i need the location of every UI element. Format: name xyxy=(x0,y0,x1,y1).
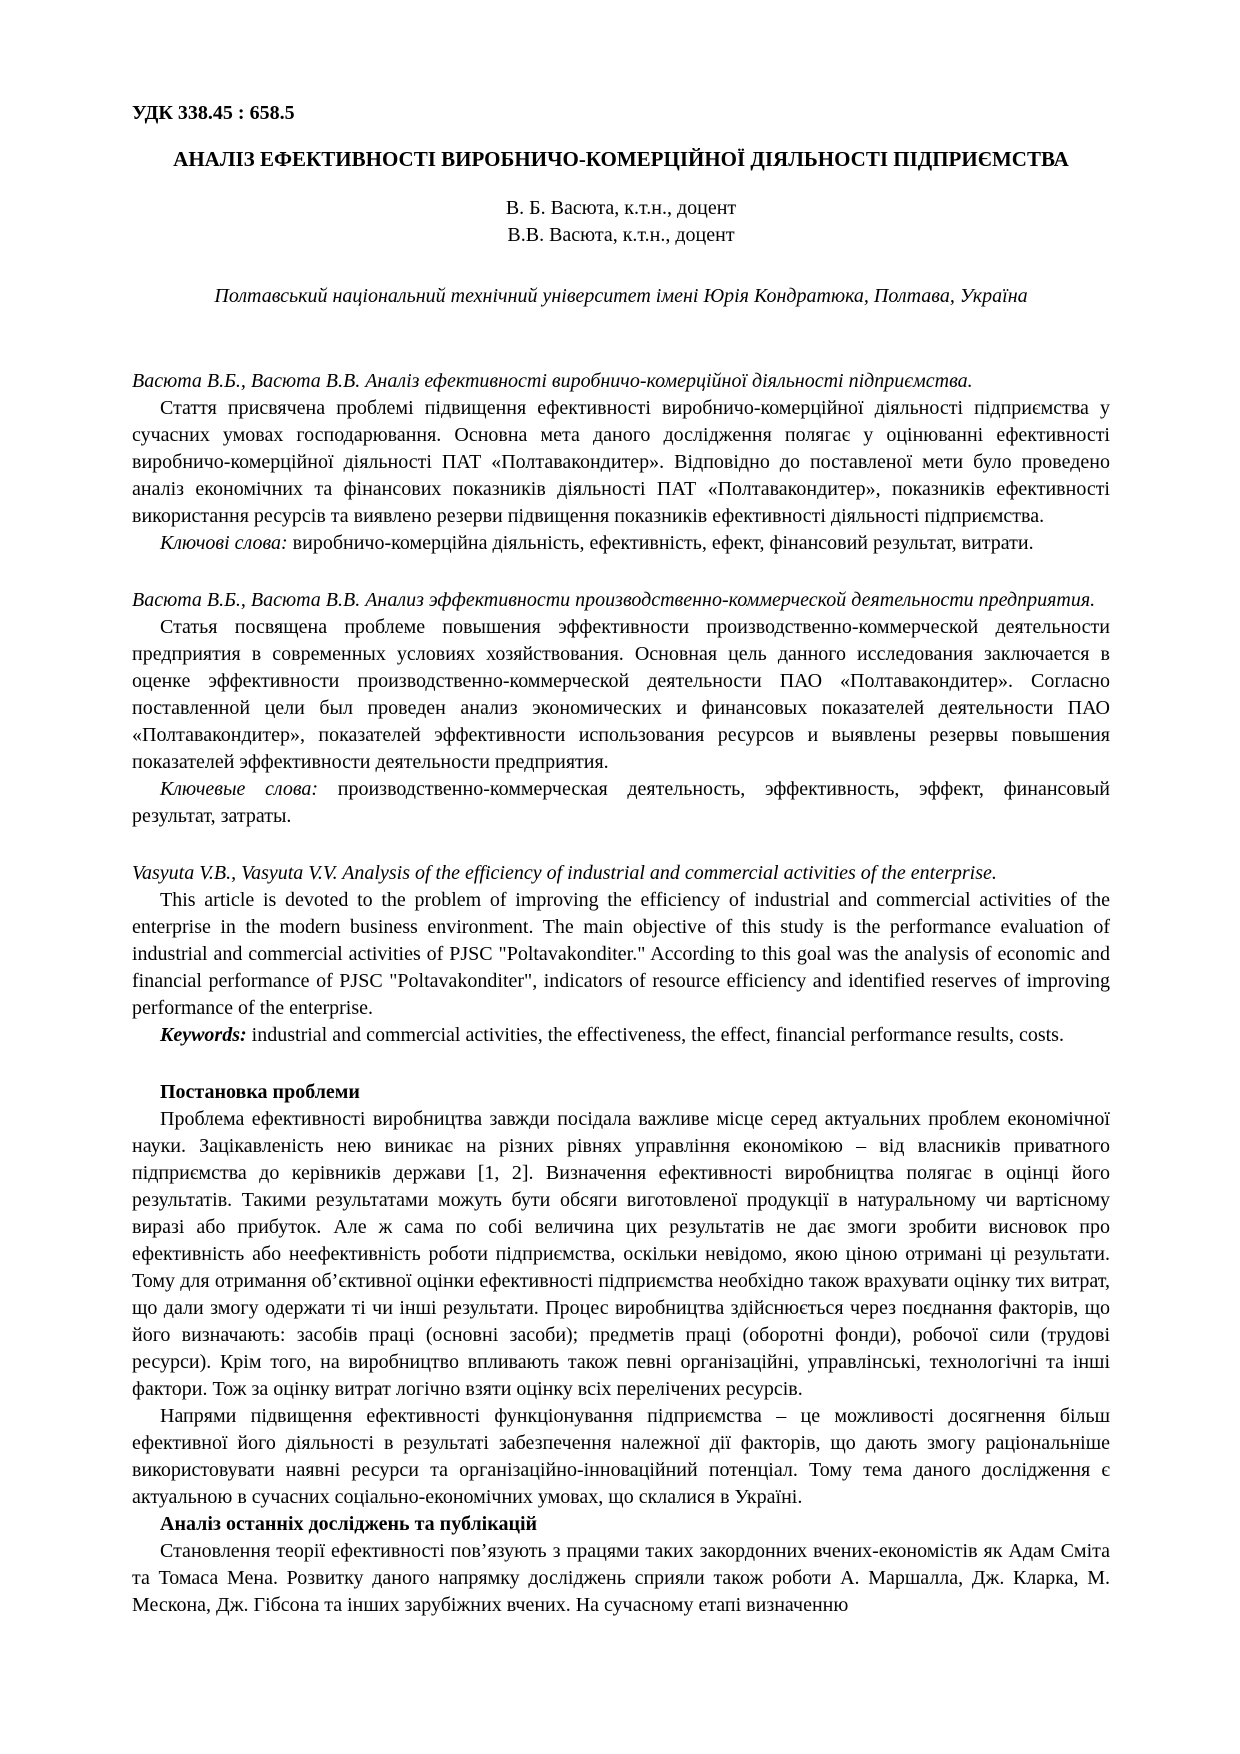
abstract-ru-lead: Васюта В.Б., Васюта В.В. Анализ эффективности производственно-коммерческой деятельности предприятия. xyxy=(132,589,1096,611)
abstract-ru-keywords-label: Ключевые слова: xyxy=(160,778,319,800)
abstract-english xyxy=(132,860,1110,1049)
abstract-ru-keywords xyxy=(132,776,1110,830)
udc-code: УДК 338.45 : 658.5 xyxy=(132,102,295,124)
section-problem-statement xyxy=(132,1079,1110,1511)
abstract-uk-lead: Васюта В.Б., Васюта В.В. Аналіз ефективності виробничо-комерційної діяльності підприємства. xyxy=(132,370,973,392)
abstract-en-keywords-text: industrial and commercial activities, the effectiveness, the effect, financial performance results, costs. xyxy=(246,1024,1064,1046)
abstract-uk-keywords-label: Ключові слова: xyxy=(160,532,288,554)
problem-paragraph-1: Проблема ефективності виробництва завжди посідала важливе місце серед актуальних проблем економічної науки. Зацікавленість нею виникає на різних рівнях управління економікою – від власників приватного підприємства до керівників держави [1, 2]. Визначення ефективності виробництва полягає в оцінці його результатів. Такими результатами можуть бути обсяги виготовленої продукції в натуральному чи вартісному виразі або прибуток. Але ж сама по собі величина цих результатів не дає змоги зробити висновок про ефективність або неефективність роботи підприємства, оскільки невідомо, якою ціною отримані ці результати. Тому для отримання об’єктивної оцінки ефективності підприємства необхідно також врахувати оцінку тих витрат, що дали змогу одержати ті чи інші результати. Процес виробництва здійснюється через поєднання факторів, що його визначають: засобів праці (основні засоби); предметів праці (оборотні фонди), робочої сили (трудові ресурси). Крім того, на виробництво впливають також певні організаційні, управлінські, технологічні та інші фактори. Тож за оцінку витрат логічно взяти оцінку всіх перелічених ресурсів. xyxy=(132,1108,1110,1400)
problem-paragraph-2: Напрями підвищення ефективності функціонування підприємства – це можливості досягнення більш ефективної його діяльності в результаті забезпечення належної дії факторів, що дають змогу раціональніше використовувати наявні ресурси та організаційно-інноваційний потенціал. Тому тема даного дослідження є актуальною в сучасних соціально-економічних умовах, що склалися в Україні. xyxy=(132,1405,1110,1508)
abstract-uk-body: Стаття присвячена проблемі підвищення ефективності виробничо-комерційної діяльності підприємства у сучасних умовах господарювання. Основна мета даного дослідження полягає у оцінюванні ефективності виробничо-комерційної діяльності ПАТ «Полтавакондитер». Відповідно до поставленої мети було проведено аналіз економічних та фінансових показників діяльності ПАТ «Полтавакондитер», показників ефективності використання ресурсів та виявлено резерви підвищення показників ефективності діяльності підприємства. xyxy=(132,397,1110,527)
analysis-paragraph-1: Становлення теорії ефективності пов’язують з працями таких закордонних вчених-економістів як Адам Сміта та Томаса Мена. Розвитку даного напрямку досліджень сприяли також роботи А. Маршалла, Дж. Кларка, М. Мескона, Дж. Гібсона та інших зарубіжних вчених. На сучасному етапі визначенню xyxy=(132,1540,1110,1616)
abstract-ru-body: Статья посвящена проблеме повышения эффективности производственно-коммерческой деятельности предприятия в современных условиях хозяйствования. Основная цель данного исследования заключается в оценке эффективности производственно-коммерческой деятельности ПАО «Полтавакондитер». Согласно поставленной цели был проведен анализ экономических и финансовых показателей деятельности ПАО «Полтавакондитер», показателей эффективности использования ресурсов и выявлены резервы повышения показателей эффективности деятельности предприятия. xyxy=(132,616,1110,773)
authors-block xyxy=(132,195,1110,249)
abstract-ru-keywords-text: производственно-коммерческая деятельность, эффективность, эффект, финансовый результат, затраты. xyxy=(132,778,1110,827)
abstract-en-body: This article is devoted to the problem of improving the efficiency of industrial and commercial activities of the enterprise in the modern business environment. The main objective of this study is the performance evaluation of industrial and commercial activities of PJSC "Poltavakonditer." According to this goal was the analysis of economic and financial performance of PJSC "Poltavakonditer", indicators of resource efficiency and identified reserves of improving performance of the enterprise. xyxy=(132,889,1110,1019)
section-heading-analysis: Аналіз останніх досліджень та публікацій xyxy=(160,1513,538,1535)
abstract-uk-keywords-text: виробничо-комерційна діяльність, ефективність, ефект, фінансовий результат, витрати. xyxy=(287,532,1034,554)
section-recent-research xyxy=(132,1511,1110,1619)
abstract-en-keywords-label: Keywords: xyxy=(160,1024,247,1046)
article-title: АНАЛІЗ ЕФЕКТИВНОСТІ ВИРОБНИЧО-КОМЕРЦІЙНОЇ ДІЯЛЬНОСТІ ПІДПРИЄМСТВА xyxy=(173,147,1069,171)
abstract-ukrainian xyxy=(132,368,1110,557)
author-line-1: В. Б. Васюта, к.т.н., доцент xyxy=(505,197,737,219)
abstract-en-keywords xyxy=(132,1022,1110,1049)
abstract-uk-keywords xyxy=(132,530,1110,557)
affiliation: Полтавський національний технічний університет імені Юрія Кондратюка, Полтава, Україна xyxy=(214,285,1028,307)
section-heading-problem: Постановка проблеми xyxy=(160,1081,360,1103)
author-line-2: В.В. Васюта, к.т.н., доцент xyxy=(507,224,735,246)
abstract-russian xyxy=(132,587,1110,830)
abstract-en-lead: Vasyuta V.B., Vasyuta V.V. Analysis of the efficiency of industrial and commercial activities of the enterprise. xyxy=(132,862,997,884)
